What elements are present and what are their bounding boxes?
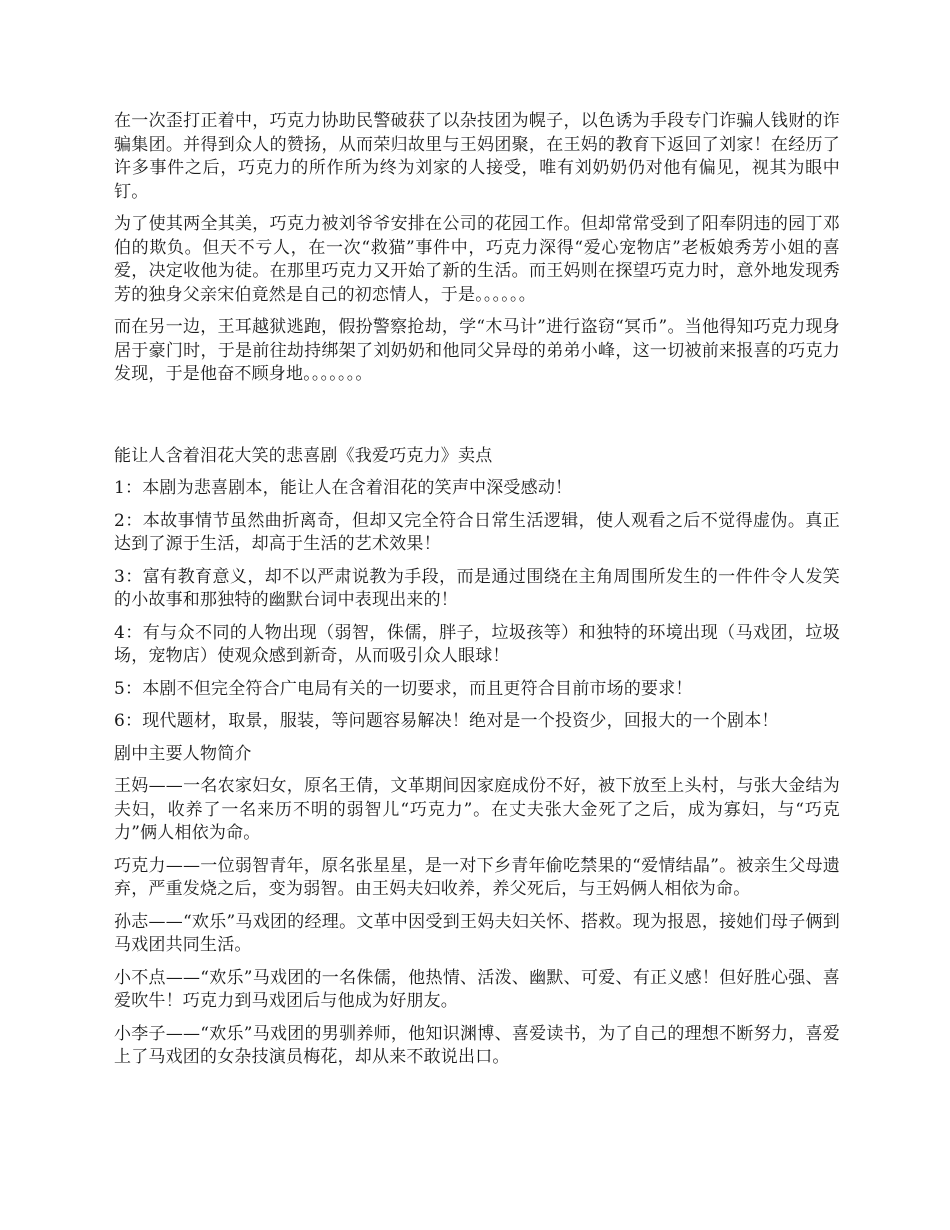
document-page — [114, 110, 840, 1070]
selling-point-item: 2：本故事情节虽然曲折离奇，但却又完全符合日常生活逻辑，使人观看之后不觉得虚伪。真正达到了源于生活，却高于生活的艺术效果！ — [114, 510, 840, 554]
story-paragraph: 为了使其两全其美，巧克力被刘爷爷安排在公司的花园工作。但却常常受到了阳奉阴违的园丁邓伯的欺负。但天不亏人，在一次“救猫”事件中，巧克力深得“爱心宠物店”老板娘秀芳小姐的喜爱，决定收他为徒。在那里巧克力又开始了新的生活。而王妈则在探望巧克力时，意外地发现秀芳的独身父亲宋伯竟然是自己的初恋情人，于是。。。。。。 — [114, 214, 840, 305]
character-item: 小李子——“欢乐”马戏团的男驯养师，他知识渊博、喜爱读书，为了自己的理想不断努力，喜爱上了马戏团的女杂技演员梅花，却从来不敢说出口。 — [114, 1023, 840, 1067]
selling-point-item: 3：富有教育意义，却不以严肃说教为手段，而是通过围绕在主角周围所发生的一件件令人发笑的小故事和那独特的幽默台词中表现出来的！ — [114, 566, 840, 610]
selling-point-item: 4：有与众不同的人物出现（弱智，侏儒，胖子，垃圾孩等）和独特的环境出现（马戏团，垃圾场，宠物店）使观众感到新奇，从而吸引众人眼球！ — [114, 622, 840, 666]
story-paragraph: 在一次歪打正着中，巧克力协助民警破获了以杂技团为幌子，以色诱为手段专门诈骗人钱财的诈骗集团。并得到众人的赞扬，从而荣归故里与王妈团聚，在王妈的教育下返回了刘家！在经历了许多事件之后，巧克力的所作所为终为刘家的人接受，唯有刘奶奶仍对他有偏见，视其为眼中钉。 — [114, 111, 840, 202]
selling-points-heading: 能让人含着泪花大笑的悲喜剧《我爱巧克力》卖点 — [114, 445, 493, 466]
character-item: 巧克力——一位弱智青年，原名张星星，是一对下乡青年偷吃禁果的“爱情结晶”。被亲生父母遗弃，严重发烧之后，变为弱智。由王妈夫妇收养，养父死后，与王妈俩人相依为命。 — [114, 855, 840, 899]
selling-point-item: 5：本剧不但完全符合广电局有关的一切要求，而且更符合目前市场的要求！ — [114, 678, 693, 699]
characters-heading: 剧中主要人物简介 — [114, 743, 252, 764]
character-item: 王妈——一名农家妇女，原名王倩，文革期间因家庭成份不好，被下放至上头村，与张大金结为夫妇，收养了一名来历不明的弱智儿“巧克力”。在丈夫张大金死了之后，成为寡妇，与“巧克力”俩人相依为命。 — [114, 776, 840, 843]
selling-point-item: 1：本剧为悲喜剧本，能让人在含着泪花的笑声中深受感动！ — [114, 478, 573, 498]
character-item: 孙志——“欢乐”马戏团的经理。文革中因受到王妈夫妇关怀、搭救。现为报恩，接她们母子俩到马戏团共同生活。 — [114, 911, 840, 955]
story-paragraph: 而在另一边，王耳越狱逃跑，假扮警察抢劫，学“木马计”进行盗窃“冥币”。当他得知巧克力现身居于豪门时，于是前往劫持绑架了刘奶奶和他同父异母的弟弟小峰，这一切被前来报喜的巧克力发现，于是他奋不顾身地。。。。。。。 — [114, 317, 840, 384]
character-item: 小不点——“欢乐”马戏团的一名侏儒，他热情、活泼、幽默、可爱、有正义感！但好胜心强、喜爱吹牛！巧克力到马戏团后与他成为好朋友。 — [114, 967, 840, 1011]
selling-point-item: 6：现代题材，取景，服装，等问题容易解决！绝对是一个投资少，回报大的一个剧本！ — [114, 711, 779, 731]
